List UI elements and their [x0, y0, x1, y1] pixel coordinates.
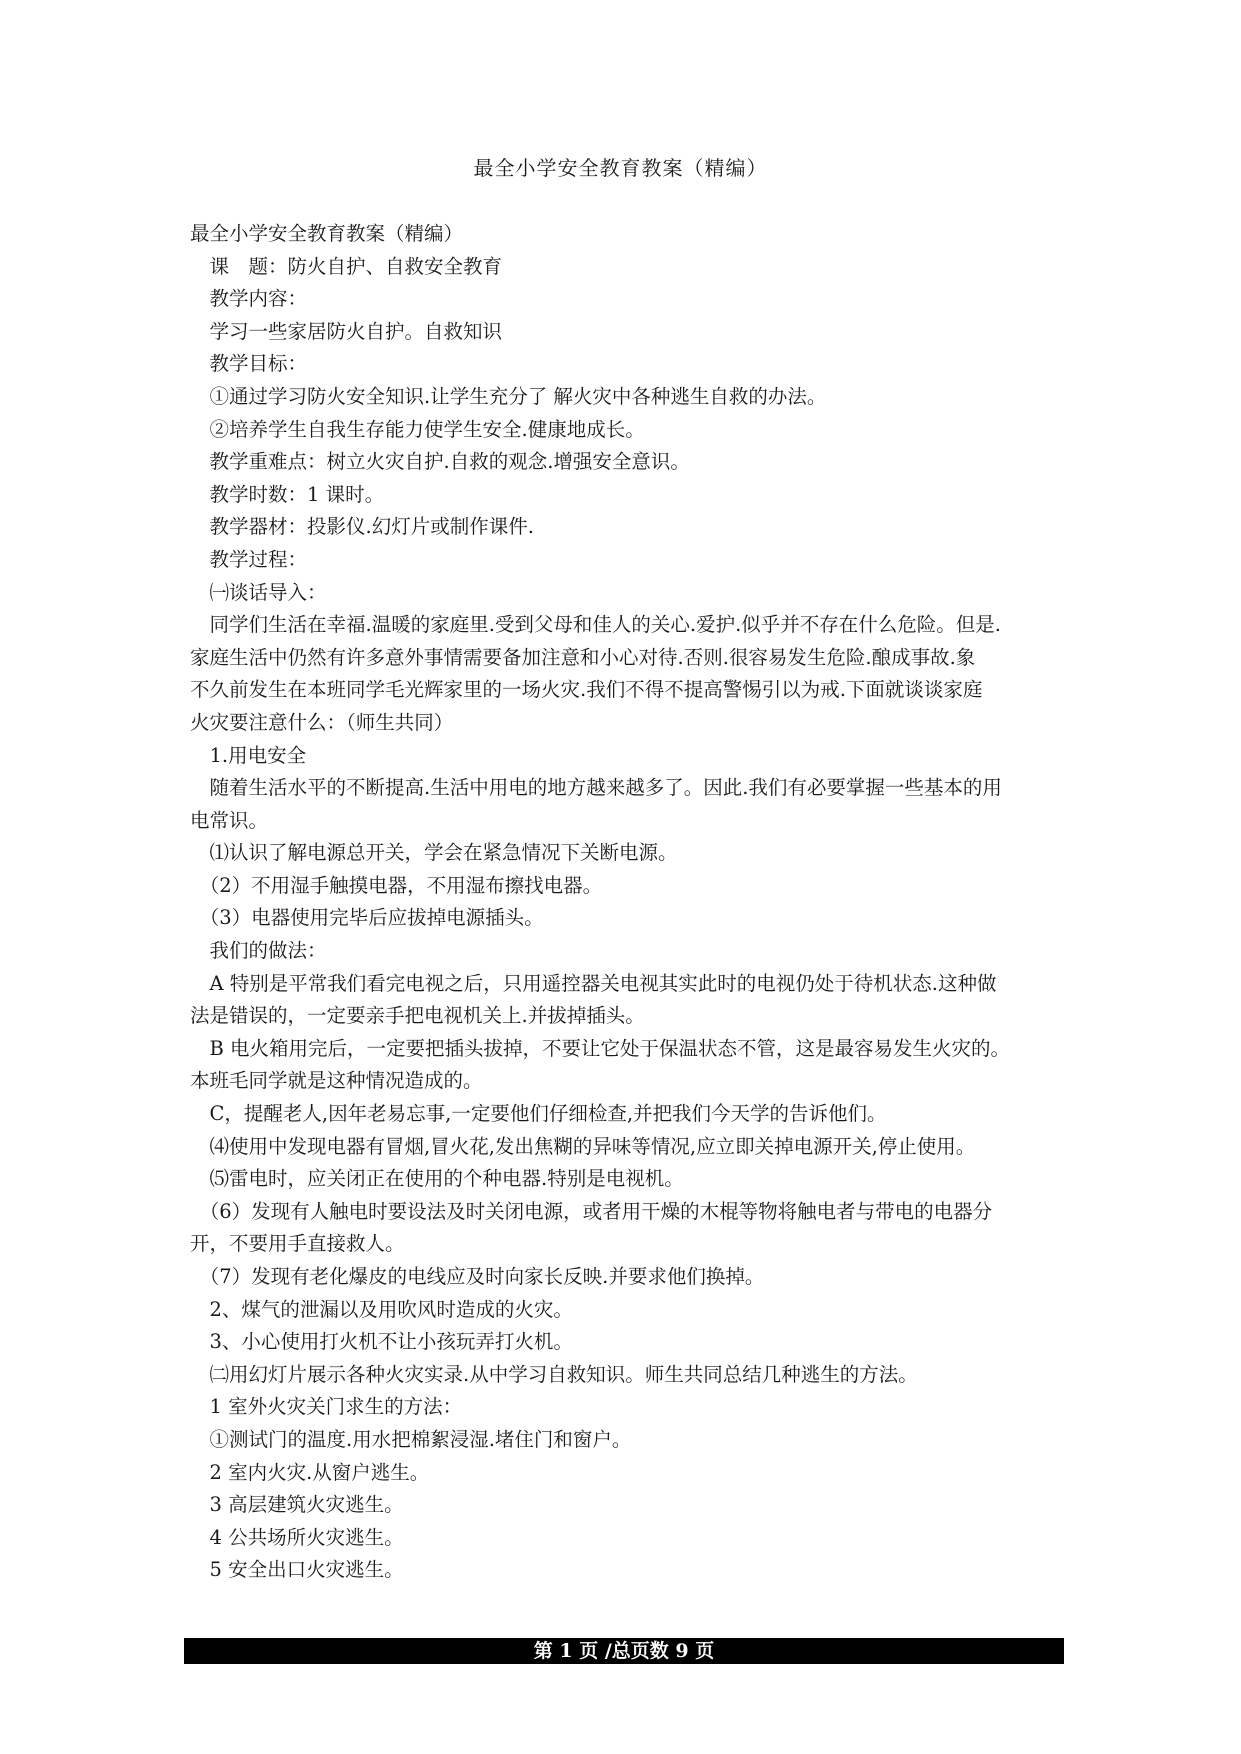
body-text-line: 同学们生活在幸福.温暖的家庭里.受到父母和佳人的关心.爱护.似乎并不存在什么危险。但是. [190, 613, 1001, 637]
body-text-line: 教学器材：投影仪.幻灯片或制作课件. [190, 515, 534, 539]
body-text-line: 1.用电安全 [190, 743, 307, 767]
body-text-line: 火灾要注意什么：（师生共同） [190, 710, 454, 734]
body-text-line: 开，不要用手直接救人。 [190, 1232, 405, 1256]
body-text-line: 最全小学安全教育教案（精编） [190, 222, 464, 245]
body-text-line: （6）发现有人触电时要设法及时关闭电源，或者用干燥的木棍等物将触电者与带电的电器分 [190, 1199, 993, 1223]
body-text-line: 3、小心使用打火机不让小孩玩弄打火机。 [190, 1330, 573, 1354]
body-text-line: 学习一些家居防火自护。自救知识 [190, 319, 503, 343]
body-text-line: 3 高层建筑火灾逃生。 [190, 1493, 404, 1517]
body-text-line: 2 室内火灾.从窗户逃生。 [190, 1460, 430, 1484]
body-text-line: 不久前发生在本班同学毛光辉家里的一场火灾.我们不得不提高警惕引以为戒.下面就谈谈家庭 [190, 678, 983, 702]
body-text-line: ①通过学习防火安全知识.让学生充分了 解火灾中各种逃生自救的办法。 [190, 384, 827, 408]
body-text-line: 本班毛同学就是这种情况造成的。 [190, 1069, 483, 1093]
body-text-line: 教学过程： [190, 547, 308, 571]
body-text-line: 2、煤气的泄漏以及用吹风时造成的火灾。 [190, 1297, 573, 1321]
body-text-line: 4 公共场所火灾逃生。 [190, 1525, 404, 1549]
body-text-line: 教学重难点：树立火灾自护.自救的观念.增强安全意识。 [190, 450, 690, 474]
body-text-line: 教学目标： [190, 352, 308, 376]
body-text-line: ⑸雷电时，应关闭正在使用的个种电器.特别是电视机。 [190, 1167, 684, 1191]
body-text-line: ①测试门的温度.用水把棉絮浸湿.堵住门和窗户。 [190, 1427, 632, 1451]
body-text-line: 教学内容： [190, 287, 308, 311]
body-text-line: ⑴认识了解电源总开关，学会在紧急情况下关断电源。 [190, 841, 678, 865]
body-text-line: ㈡用幻灯片展示各种火灾实录.从中学习自救知识。师生共同总结几种逃生的方法。 [190, 1362, 918, 1386]
body-text-line: ㈠谈话导入： [190, 580, 327, 604]
body-text-line: C，提醒老人,因年老易忘事,一定要他们仔细检查,并把我们今天学的告诉他们。 [190, 1102, 887, 1126]
body-text-line: ②培养学生自我生存能力使学生安全.健康地成长。 [190, 417, 645, 441]
document-body [190, 218, 1066, 1587]
body-text-line: 5 安全出口火灾逃生。 [190, 1558, 404, 1582]
body-text-line: 教学时数：1 课时。 [190, 482, 385, 506]
body-text-line: 我们的做法： [190, 939, 327, 963]
body-text-line: B 电火箱用完后，一定要把插头拔掉，不要让它处于保温状态不管，这是最容易发生火灾的。 [190, 1036, 1011, 1060]
body-text-line: 1 室外火灾关门求生的方法： [190, 1395, 463, 1419]
body-text-line: 课 题：防火自护、自救安全教育 [190, 254, 503, 278]
body-text-line: A 特别是平常我们看完电视之后，只用遥控器关电视其实此时的电视仍处于待机状态.这种做 [190, 971, 997, 995]
body-text-line: 电常识。 [190, 808, 269, 832]
page-number-label: 第 1 页 /总页数 9 页 [533, 1640, 715, 1662]
body-text-line: 法是错误的，一定要亲手把电视机关上.并拔掉插头。 [190, 1004, 645, 1028]
document-title: 最全小学安全教育教案（精编） [473, 156, 768, 180]
body-text-line: （7）发现有老化爆皮的电线应及时向家长反映.并要求他们换掉。 [190, 1265, 765, 1288]
page-footer-bar [184, 1638, 1064, 1664]
body-text-line: 随着生活水平的不断提高.生活中用电的地方越来越多了。因此.我们有必要掌握一些基本的用 [190, 776, 1002, 800]
body-text-line: （2）不用湿手触摸电器，不用湿布擦找电器。 [190, 873, 603, 897]
body-text-line: （3）电器使用完毕后应拔掉电源插头。 [190, 906, 544, 930]
body-text-line: 家庭生活中仍然有许多意外事情需要备加注意和小心对待.否则.很容易发生危险.酿成事故.象 [190, 645, 976, 669]
body-text-line: ⑷使用中发现电器有冒烟,冒火花,发出焦糊的异味等情况,应立即关掉电源开关,停止使用。 [190, 1134, 976, 1158]
